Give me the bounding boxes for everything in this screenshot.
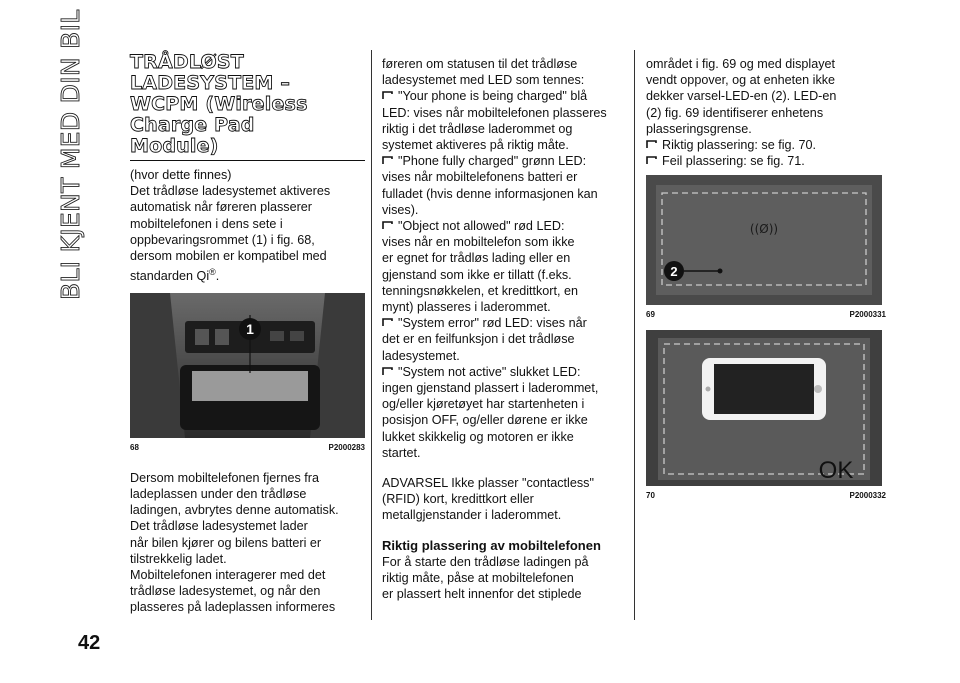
- bullet-icon: [646, 137, 662, 153]
- charging-pad-illustration: [646, 175, 882, 305]
- body-line: ingen gjenstand plassert i laderommet,: [382, 381, 599, 396]
- body-line: og/eller kjøretøyet har startenheten i: [382, 397, 585, 412]
- subheading: Riktig plassering av mobiltelefonen: [382, 537, 601, 553]
- figure-code: P2000331: [849, 310, 886, 320]
- body-line: (2) fig. 69 identifiserer enhetens: [646, 105, 824, 120]
- column-1: [130, 52, 365, 616]
- led-status-item: [382, 218, 622, 234]
- body-line: ladingen, avbrytes denne automatisk.: [130, 503, 339, 518]
- bullet-text: "System error" rød LED: vises når: [398, 316, 587, 331]
- figure-70: [646, 330, 886, 504]
- bullet-icon: [382, 218, 398, 234]
- body-line: ladesystemet.: [382, 348, 460, 363]
- column-3: [646, 56, 886, 504]
- section-heading: [130, 52, 365, 157]
- body-line: dekker varsel-LED-en (2). LED-en: [646, 89, 837, 104]
- side-section-title: BLI KJENT MED DIN BIL: [56, 9, 85, 300]
- console-photo-illustration: [130, 293, 365, 438]
- body-line: (hvor dette finnes): [130, 168, 232, 182]
- placement-item: [646, 153, 886, 169]
- figure-number: 70: [646, 490, 655, 500]
- led-status-item: [382, 88, 622, 104]
- bullet-text: Feil plassering: se fig. 71.: [662, 154, 805, 169]
- column-2: [382, 56, 622, 603]
- body-line: gjenstand som ikke er tillatt (f.eks.: [382, 267, 572, 282]
- body-line: vendt oppover, og at enheten ikke: [646, 73, 836, 88]
- body-line: posisjon OFF, og/eller dørene er ikke: [382, 413, 588, 428]
- figure-number: 69: [646, 310, 655, 320]
- bullet-text: "System not active" slukket LED:: [398, 364, 581, 379]
- figure-number: 68: [130, 442, 139, 452]
- body-line: oppbevaringsrommet (1) i fig. 68,: [130, 232, 315, 247]
- callout-2: 2: [670, 264, 678, 280]
- body-line: er plassert helt innenfor det stiplede: [382, 587, 582, 602]
- console-photo: [130, 293, 365, 438]
- heading-line: LADESYSTEM –: [130, 72, 291, 94]
- bullet-icon: [646, 153, 662, 169]
- body-line: mobiltelefonen i dens sete i: [130, 216, 283, 231]
- figure-code: P2000332: [849, 490, 886, 500]
- body-line: riktig måte, påse at mobiltelefonen: [382, 571, 574, 586]
- body-line: vises når en mobiltelefon som ikke: [382, 235, 575, 250]
- body-line: startet.: [382, 445, 421, 460]
- body-line: For å starte den trådløse ladingen på: [382, 554, 589, 569]
- bullet-text: "Phone fully charged" grønn LED:: [398, 154, 587, 169]
- body-line: LED: vises når mobiltelefonen plasseres: [382, 105, 607, 120]
- body-line: tilstrekkelig ladet.: [130, 551, 227, 566]
- column-divider: [371, 50, 372, 620]
- led-status-item: [382, 315, 622, 331]
- period: .: [215, 269, 220, 284]
- phone-placement-illustration: [646, 330, 882, 486]
- bullet-text: "Object not allowed" rød LED:: [398, 219, 565, 234]
- heading-line: TRÅDLØST: [130, 51, 244, 73]
- ok-label: OK: [818, 456, 854, 484]
- body-line: mynt) plasseres i laderommet.: [382, 300, 551, 315]
- registered-mark: ®: [209, 267, 216, 278]
- body-line: automatisk når føreren plasserer: [130, 200, 312, 215]
- body-line: Det trådløse ladesystemet aktiveres: [130, 184, 331, 199]
- figure-caption: [646, 307, 886, 323]
- charging-pad-photo: [646, 175, 882, 305]
- bullet-icon: [382, 153, 398, 169]
- placement-item: [646, 137, 886, 153]
- heading-line: Module): [130, 135, 219, 157]
- led-status-item: [382, 153, 622, 169]
- column-divider: [634, 50, 635, 620]
- body-line: fulladet (hvis denne informasjonen kan: [382, 186, 598, 201]
- body-line: vises når mobiltelefonens batteri er: [382, 170, 578, 185]
- body-line: dersom mobilen er kompatibel med: [130, 249, 327, 264]
- bullet-text: "Your phone is being charged" blå: [398, 89, 588, 104]
- body-line: lukket skikkelig og motoren er ikke: [382, 429, 574, 444]
- qi-standard-text: standarden Qi: [130, 269, 210, 284]
- after-figure-text: [130, 470, 365, 616]
- body-line: riktig i det trådløse laderommet og: [382, 121, 573, 136]
- warning-line: ADVARSEL Ikke plasser "contactless": [382, 476, 594, 491]
- body-line: føreren om statusen til det trådløse: [382, 57, 578, 71]
- body-line: trådløse ladesystemet, og når den: [130, 584, 321, 599]
- warning-line: (RFID) kort, kredittkort eller: [382, 492, 534, 507]
- heading-line: Charge Pad: [130, 114, 255, 136]
- body-line: [130, 264, 365, 284]
- bullet-icon: [382, 364, 398, 380]
- body-line: vises).: [382, 202, 419, 217]
- phone-placement-photo: [646, 330, 882, 486]
- body-line: når bilen kjører og bilens batteri er: [130, 535, 322, 550]
- body-line: systemet aktiveres på riktig måte.: [382, 138, 569, 153]
- body-line: plasseres på ladeplassen informeres: [130, 600, 336, 615]
- wireless-charge-icon: ((Ø)): [749, 222, 779, 237]
- led-status-item: [382, 364, 622, 380]
- heading-rule: [130, 160, 365, 161]
- figure-caption: [130, 440, 365, 456]
- warning-block: [382, 475, 622, 524]
- body-line: Dersom mobiltelefonen fjernes fra: [130, 470, 319, 485]
- callout-1: 1: [246, 320, 254, 337]
- body-line: plasseringsgrense.: [646, 121, 752, 136]
- body-line: det er en feilfunksjon i det trådløse: [382, 332, 575, 347]
- figure-69: [646, 175, 886, 323]
- body-line: tenningsnøkkelen, et kredittkort, en: [382, 283, 579, 298]
- bullet-icon: [382, 88, 398, 104]
- body-line: Mobiltelefonen interagerer med det: [130, 568, 326, 583]
- bullet-icon: [382, 315, 398, 331]
- warning-line: metallgjenstander i laderommet.: [382, 508, 562, 523]
- body-line: Det trådløse ladesystemet lader: [130, 519, 308, 534]
- heading-line: WCPM (Wireless: [130, 93, 308, 115]
- bullet-text: Riktig plassering: se fig. 70.: [662, 138, 816, 153]
- body-line: er egnet for trådløs lading eller en: [382, 251, 571, 266]
- figure-code: P2000283: [328, 442, 365, 452]
- figure-68: [130, 293, 365, 456]
- body-line: ladesystemet med LED som tennes:: [382, 73, 585, 88]
- body-line: området i fig. 69 og med displayet: [646, 57, 836, 71]
- figure-caption: [646, 488, 886, 504]
- body-line: ladeplassen under den trådløse: [130, 487, 307, 502]
- page-number: 42: [78, 632, 101, 654]
